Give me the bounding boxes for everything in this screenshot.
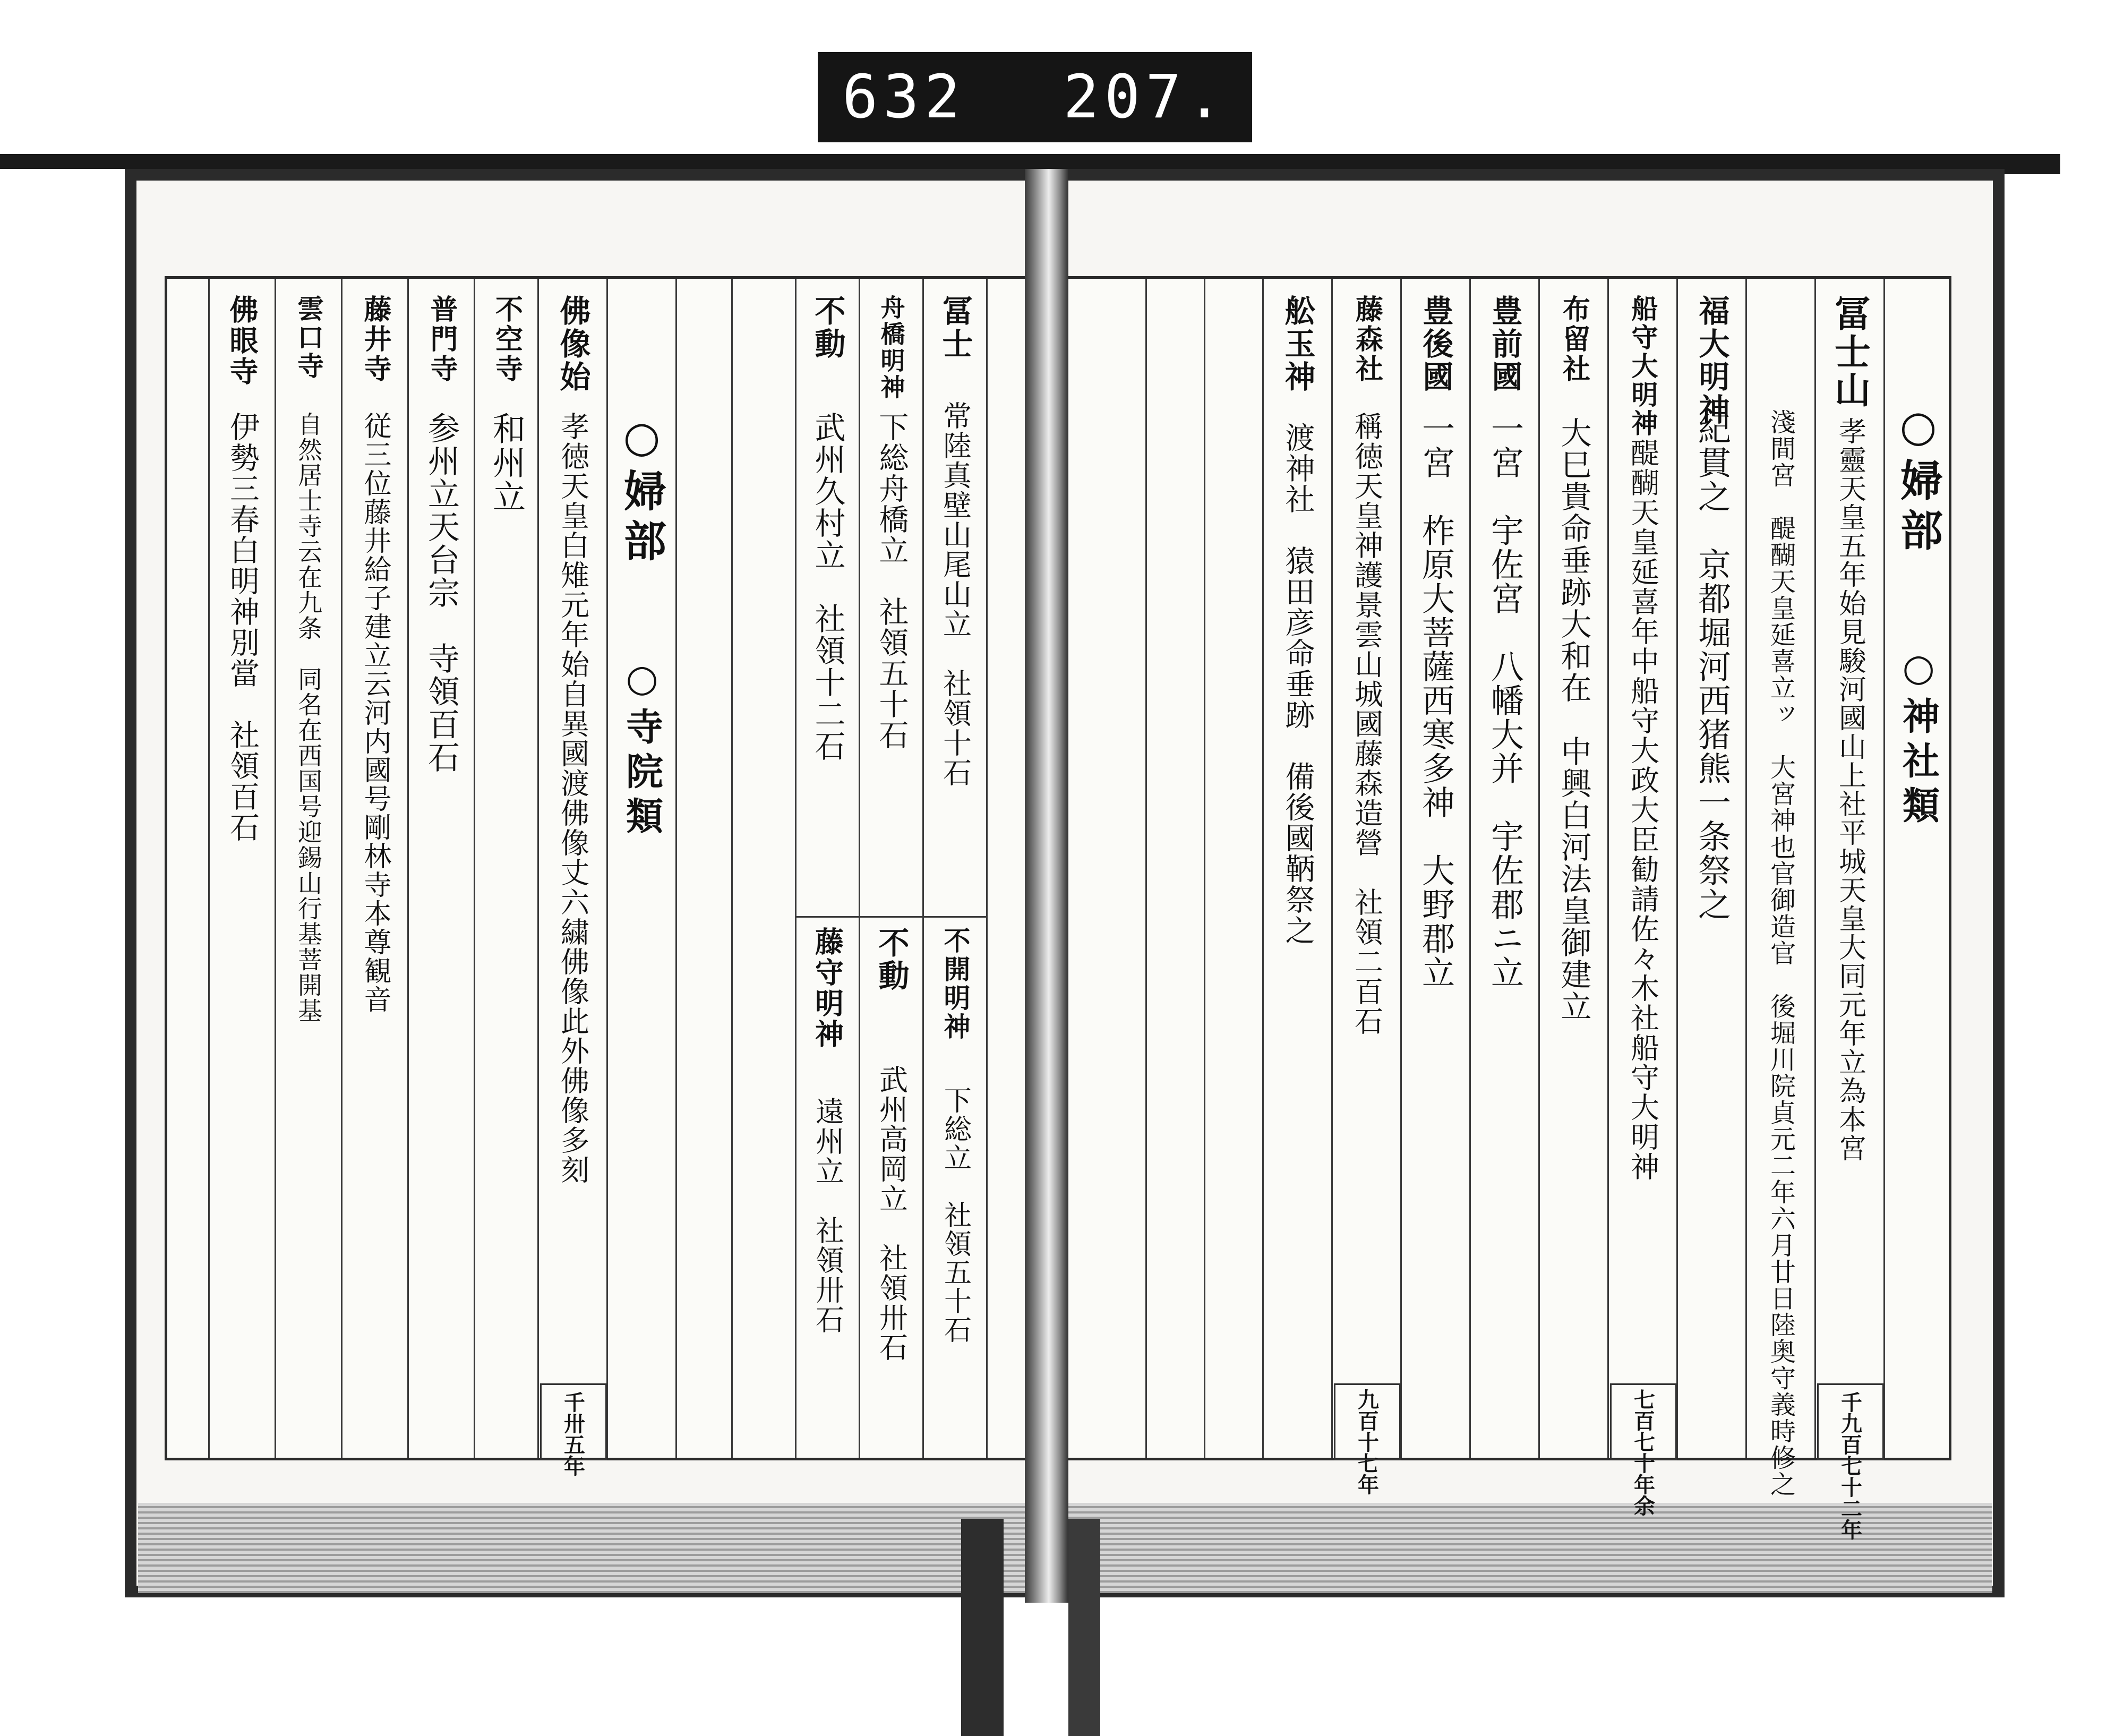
- entry-heading: 雲口寺: [293, 295, 324, 381]
- text-column: [1333, 279, 1402, 1495]
- right-page: [1065, 276, 1951, 1540]
- entry-heading: 不動: [873, 927, 910, 993]
- entry-text: 孝靈天皇五年始見駿河國山上社平城天皇大同元年立為本宮: [1834, 417, 1866, 1162]
- text-column: [475, 279, 539, 1458]
- entry-text: 渡神社 猿田彦命垂跡 備後國鞆祭之: [1280, 422, 1315, 946]
- entry-text: 参州立天台宗 寺領百石: [423, 412, 460, 774]
- entry-heading: 冨士: [937, 295, 973, 361]
- entry-text: 孝徳天皇白雉元年始自異國渡佛像丈六繍佛像此外佛像多刻: [556, 412, 590, 1185]
- left-page: [165, 276, 1049, 1476]
- entry-text: 一宮 宇佐宮 八幡大并 宇佐郡ニ立: [1485, 412, 1525, 989]
- entry-heading: 藤守明神: [810, 927, 845, 1050]
- section-header-column: [608, 279, 677, 1458]
- binding-shadow: [961, 1519, 1004, 1736]
- entry-heading: 藤森社: [1350, 295, 1383, 384]
- text-column: [1471, 279, 1540, 1458]
- year-note: 千卅五年: [560, 1391, 586, 1476]
- entry-heading: 藤井寺: [359, 295, 391, 384]
- sub-header: ○神社類: [1896, 645, 1941, 831]
- entry-text: 従三位藤井給子建立云河内國号剛林寺本尊観音: [359, 412, 391, 1014]
- text-column: [342, 279, 409, 1458]
- section-header: ○婦部: [1893, 401, 1943, 558]
- text-column: [1609, 279, 1678, 1516]
- entry-heading: 佛眼寺: [225, 295, 259, 387]
- book-spine: [1025, 169, 1068, 1603]
- page-edges-left: [138, 1503, 1025, 1593]
- text-column: [539, 279, 608, 1476]
- text-column: [1264, 279, 1333, 1458]
- entry-text: 常陸真壁山尾山立 社領十石: [938, 401, 972, 788]
- entry-heading: 普門寺: [425, 295, 458, 384]
- entry-text: 稱徳天皇神護景雲山城國藤森造營 社領二百石: [1350, 412, 1384, 1036]
- text-column: [1402, 279, 1471, 1458]
- entry-text: 一宮 柞原大菩薩西寒多神 大野郡立: [1416, 412, 1455, 989]
- entry-heading: 福大明神: [1693, 295, 1730, 426]
- year-box: [1334, 1383, 1401, 1460]
- sub-header: ○寺院類: [620, 656, 664, 841]
- entry-heading: 佛像始: [554, 295, 591, 394]
- entry-heading: 不空寺: [490, 295, 523, 384]
- entry-text: 武州久村立 社領十二石: [809, 412, 846, 762]
- year-box: [1610, 1383, 1677, 1460]
- entry-text: 武州高岡立 社領卅石: [875, 1065, 909, 1362]
- entry-text: 下総舟橋立 社領五十石: [874, 412, 909, 750]
- entry-text: 伊勢三春白明神別當 社領百石: [225, 412, 260, 843]
- text-column: [276, 279, 342, 1458]
- entry-heading: 冨士山: [1828, 295, 1871, 409]
- archive-number-right: 207.: [1063, 63, 1228, 132]
- entry-text: 淺間宮 醍醐天皇延喜立ッ 大宮神也官御造官 後堀川院貞元二年六月廿日陸奥守義時修之: [1766, 409, 1796, 1498]
- entry-text: 下総立 社領五十石: [939, 1086, 971, 1344]
- entry-text: 紀貫之 京都堀河西猪熊一条祭之: [1692, 412, 1732, 921]
- binding-shadow: [1068, 1519, 1100, 1736]
- entry-heading: 不開明神: [939, 927, 971, 1041]
- section-header-column: [1885, 279, 1951, 1458]
- text-column: [409, 279, 475, 1458]
- text-column: [1540, 279, 1609, 1458]
- archive-number-plate: [818, 52, 1252, 142]
- entry-heading: 船守大明神: [1627, 295, 1659, 438]
- entry-text: 醍醐天皇延喜年中船守大政大臣勧請佐々木社船守大明神: [1626, 438, 1660, 1182]
- text-column: [1678, 279, 1747, 1458]
- year-note: 千九百七十二年: [1837, 1391, 1863, 1540]
- entry-heading: 舟橋明神: [877, 295, 906, 401]
- entry-text: 自然居士寺云在九条 同名在西国号迎錫山行基菩開基: [294, 412, 323, 1023]
- entry-heading: 豊後國: [1417, 295, 1454, 394]
- text-column: [1816, 279, 1885, 1540]
- year-box: [1817, 1383, 1884, 1460]
- entry-heading: 布留社: [1557, 295, 1590, 384]
- text-column: [210, 279, 276, 1458]
- entry-heading: 不動: [809, 295, 846, 361]
- entry-text: 和州立: [487, 412, 526, 514]
- split-divider: [796, 916, 988, 918]
- section-header: ○婦部: [616, 412, 667, 569]
- split-column: [796, 279, 860, 1458]
- entry-text: 遠州立 社領卅石: [811, 1097, 845, 1335]
- entry-text: 大巳貴命垂跡大和在 中興白河法皇御建立: [1555, 417, 1592, 1022]
- archive-number-left: 632: [842, 63, 966, 132]
- entry-heading: 豊前國: [1486, 295, 1523, 394]
- year-note: 九百十七年: [1354, 1389, 1380, 1495]
- split-column: [860, 279, 924, 1458]
- entry-heading: 舩玉神: [1279, 295, 1316, 394]
- split-column: [924, 279, 988, 1458]
- text-column: [1747, 279, 1816, 1498]
- year-note: 七百七十年余: [1630, 1389, 1656, 1516]
- year-box: [540, 1383, 607, 1460]
